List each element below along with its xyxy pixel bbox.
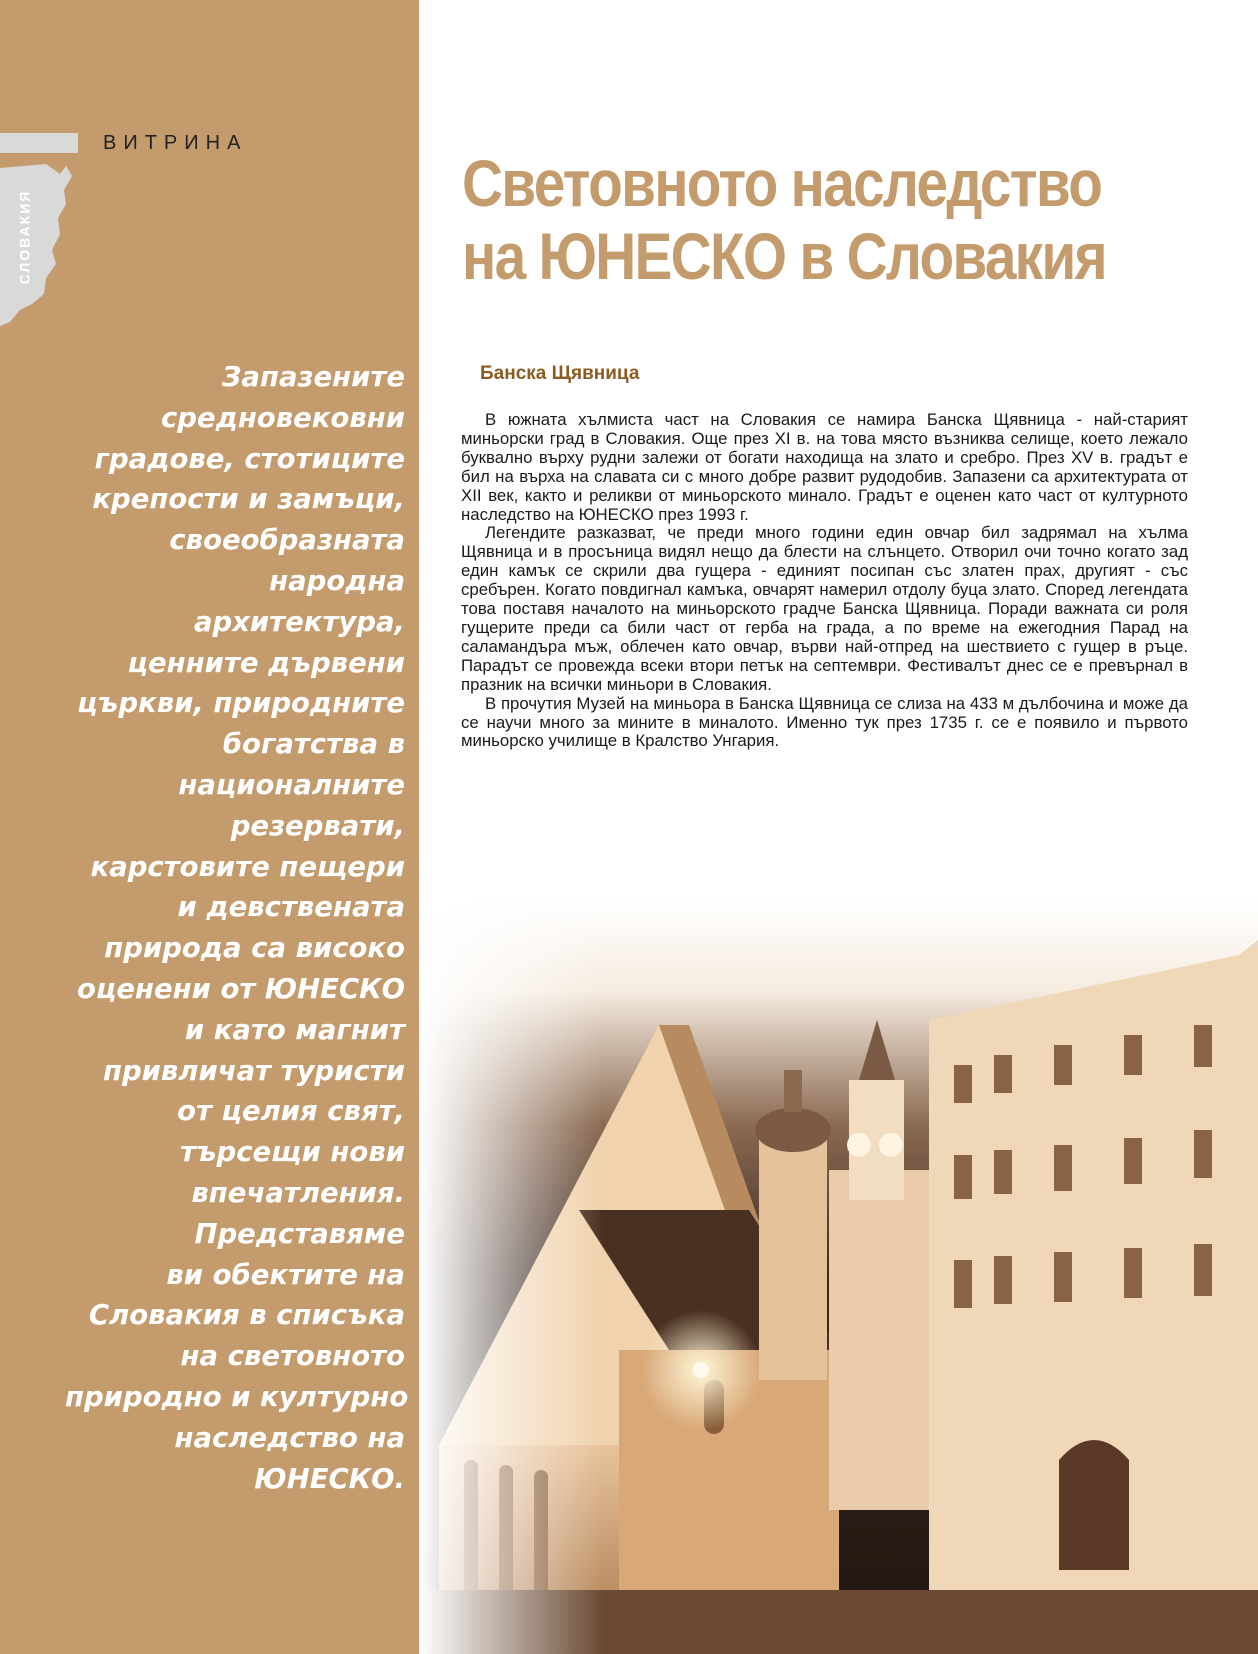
article-subheading: Банска Щявница: [480, 363, 640, 384]
intro-line: Словакия в списъка: [88, 1299, 405, 1332]
intro-text: [65, 357, 409, 1499]
intro-line: ценните дървени: [127, 646, 405, 679]
intro-line: от целия свят,: [177, 1095, 405, 1128]
intro-line: ЮНЕСКО.: [254, 1462, 405, 1495]
intro-line: карстовите пещери: [90, 850, 405, 883]
intro-line: на световното: [180, 1340, 405, 1373]
article-paragraph: В прочутия Музей на миньора в Банска Щявница се слиза на 433 м дълбочина и може да се научи много за мините в миналото. Именно тук през 1735 г. се е появило и първото миньорско училище в Кралство Унгария.: [461, 693, 1188, 751]
intro-line: ви обектите на: [166, 1258, 405, 1291]
intro-line: Представяме: [194, 1217, 405, 1250]
title-line: на ЮНЕСКО в Словакия: [462, 219, 1106, 293]
page-title: [462, 147, 1133, 293]
intro-line: архитектура,: [193, 605, 405, 638]
intro-line: природа са високо: [104, 932, 405, 965]
article-body: [461, 411, 1188, 751]
intro-line: резервати,: [230, 809, 405, 842]
section-marker-bar: [0, 133, 78, 153]
intro-line: привличат туристи: [102, 1054, 405, 1087]
intro-line: оценени от ЮНЕСКО: [77, 972, 405, 1005]
intro-line: своеобразната: [169, 524, 405, 557]
intro-line: градове, стотиците: [94, 442, 405, 475]
country-tab: [12, 178, 36, 296]
intro-line: църкви, природните: [77, 687, 405, 720]
intro-line: средновековни: [160, 401, 405, 434]
intro-line: Запазените: [221, 361, 405, 393]
intro-line: природно и културно: [65, 1380, 409, 1413]
intro-line: наследство на: [174, 1421, 405, 1454]
intro-line: националните: [178, 768, 405, 801]
section-label: ВИТРИНА: [103, 132, 248, 154]
intro-line: крепости и замъци,: [92, 483, 405, 516]
title-line: Световното наследство: [462, 146, 1102, 220]
intro-line: впечатления.: [191, 1176, 405, 1209]
country-tab-label: СЛОВАКИЯ: [16, 189, 33, 285]
intro-line: богатства в: [222, 728, 405, 761]
town-night-photo: [419, 900, 1258, 1654]
article-paragraph: Легендите разказват, че преди много години един овчар бил задрямал на хълма Щявница и в просъница видял нещо да блести на слънцето. Отворил очи точно когато зад един камък се скрили два гущера - единият посипан със златен прах, другият - със сребърен. Когато повдигнал камъка, овчарят намерил отдолу буца злато. Според легендата това поставя началото на миньорското градче Банска Щявница. Поради важната си роля гущерите преди са били част от герба на града, а по време на ежегодния Парад на саламандъра мъж, облечен като овчар, върви най-отпред на шествието с гущер в ръце. Парадът се провежда всеки втори петък на септември. Фестивалът днес се е превърнал в празник на всички миньори в Словакия.: [461, 523, 1188, 694]
intro-line: и девствената: [177, 891, 405, 924]
intro-line: народна: [269, 564, 405, 597]
intro-line: търсещи нови: [179, 1136, 405, 1169]
article-paragraph: В южната хълмиста част на Словакия се намира Банска Щявница - най-старият миньорски град в Словакия. Още през XI в. на това място възниква селище, което лежало буквално върху рудни залежи от богати находища на злато и сребро. През XV в. градът е бил на върха на славата си с много добре развит рудодобив. Запазени са архитектурата от XII век, както и реликви от миньорското минало. Градът е оценен като част от културното наследство на ЮНЕСКО през 1993 г.: [461, 410, 1188, 524]
intro-line: и като магнит: [184, 1013, 405, 1046]
